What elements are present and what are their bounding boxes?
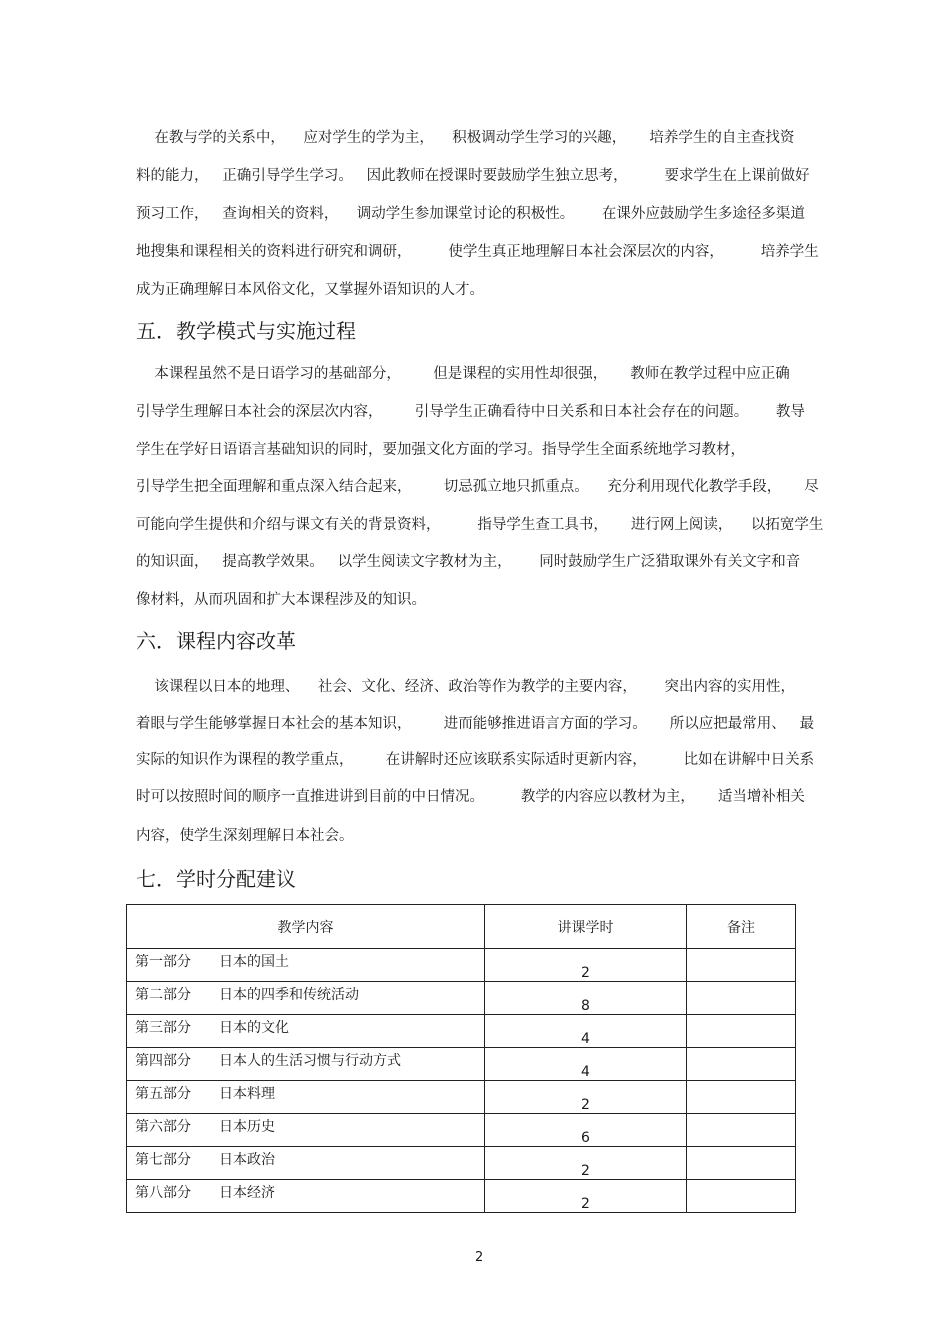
hour-allocation-table bbox=[126, 904, 796, 1213]
row-hours: 2 bbox=[581, 965, 590, 981]
row-hours: 8 bbox=[581, 998, 590, 1014]
row-hours: 6 bbox=[581, 1130, 590, 1146]
row-note bbox=[687, 949, 796, 982]
paragraph-3-line-5: 内容，使学生深刻理解日本社会。 bbox=[136, 828, 354, 844]
paragraph-2-line-6: 的知识面， 提高教学效果。 以学生阅读文字教材为主， 同时鼓励学生广泛猎取课外有关文字和音 bbox=[136, 554, 801, 570]
row-topic: 日本的国土 bbox=[219, 954, 289, 970]
row-part: 第五部分 bbox=[135, 1086, 191, 1102]
row-note bbox=[687, 1015, 796, 1048]
row-note bbox=[687, 1114, 796, 1147]
table-row bbox=[127, 1180, 796, 1213]
paragraph-2-line-5: 可能向学生提供和介绍与课文有关的背景资料， 指导学生查工具书， 进行网上阅读， 以拓宽学生 bbox=[136, 517, 824, 533]
row-note bbox=[687, 1048, 796, 1081]
paragraph-3-line-2: 着眼与学生能够掌握日本社会的基本知识， 进而能够推进语言方面的学习。 所以应把最常用、 最 bbox=[136, 716, 815, 732]
paragraph-1-line-2: 料的能力， 正确引导学生学习。 因此教师在授课时要鼓励学生独立思考， 要求学生在上课前做好 bbox=[136, 168, 810, 184]
paragraph-2-line-2: 引导学生理解日本社会的深层次内容， 引导学生正确看待中日关系和日本社会存在的问题。 教导 bbox=[136, 404, 805, 420]
paragraph-2-line-7: 像材料，从而巩固和扩大本课程涉及的知识。 bbox=[136, 592, 426, 608]
row-hours: 4 bbox=[581, 1031, 590, 1047]
paragraph-3-line-4: 时可以按照时间的顺序一直推进讲到目前的中日情况。 教学的内容应以教材为主， 适当增补相关 bbox=[136, 789, 805, 805]
paragraph-1-line-3: 预习工作， 查询相关的资料， 调动学生参加课堂讨论的积极性。 在课外应鼓励学生多途径多渠道 bbox=[136, 206, 805, 222]
row-part: 第七部分 bbox=[135, 1152, 191, 1168]
paragraph-2-line-1: 本课程虽然不是日语学习的基础部分， 但是课程的实用性却很强， 教师在教学过程中应正确 bbox=[136, 366, 790, 382]
table-header-row bbox=[127, 905, 796, 949]
row-topic: 日本经济 bbox=[219, 1185, 275, 1201]
paragraph-2-line-3: 学生在学好日语语言基础知识的同时，要加强文化方面的学习。指导学生全面系统地学习教材， bbox=[136, 442, 745, 458]
row-part: 第一部分 bbox=[135, 954, 191, 970]
paragraph-3-line-3: 实际的知识作为课程的教学重点， 在讲解时还应该联系实际适时更新内容， 比如在讲解中日关系 bbox=[136, 752, 815, 768]
row-hours: 4 bbox=[581, 1064, 590, 1080]
header-hours: 讲课学时 bbox=[485, 905, 687, 949]
row-note bbox=[687, 1081, 796, 1114]
page-number: 2 bbox=[475, 1250, 484, 1265]
header-notes: 备注 bbox=[687, 905, 796, 949]
row-hours: 2 bbox=[581, 1163, 590, 1179]
row-topic: 日本的文化 bbox=[219, 1020, 289, 1036]
table-row bbox=[127, 1114, 796, 1147]
row-topic: 日本历史 bbox=[219, 1119, 275, 1135]
row-note bbox=[687, 982, 796, 1015]
row-part: 第六部分 bbox=[135, 1119, 191, 1135]
row-hours: 2 bbox=[581, 1097, 590, 1113]
table-row bbox=[127, 949, 796, 982]
paragraph-3-line-1: 该课程以日本的地理、 社会、文化、经济、政治等作为教学的主要内容， 突出内容的实用性， bbox=[136, 679, 796, 695]
table-row bbox=[127, 1048, 796, 1081]
table-row bbox=[127, 982, 796, 1015]
row-part: 第八部分 bbox=[135, 1185, 191, 1201]
row-part: 第三部分 bbox=[135, 1020, 191, 1036]
table-row bbox=[127, 1147, 796, 1180]
row-topic: 日本政治 bbox=[219, 1152, 275, 1168]
paragraph-2-line-4: 引导学生把全面理解和重点深入结合起来， 切忌孤立地只抓重点。 充分利用现代化教学手段， 尽 bbox=[136, 479, 819, 495]
row-note bbox=[687, 1147, 796, 1180]
paragraph-1-line-4: 地搜集和课程相关的资料进行研究和调研， 使学生真正地理解日本社会深层次的内容， 培养学生 bbox=[136, 244, 819, 260]
section-heading-7: 七．学时分配建议 bbox=[136, 867, 296, 891]
row-topic: 日本料理 bbox=[219, 1086, 275, 1102]
paragraph-1-line-1: 在教与学的关系中， 应对学生的学为主， 积极调动学生学习的兴趣， 培养学生的自主查找资 bbox=[136, 130, 795, 146]
row-topic: 日本的四季和传统活动 bbox=[219, 987, 359, 1003]
row-part: 第二部分 bbox=[135, 987, 191, 1003]
row-hours: 2 bbox=[581, 1196, 590, 1212]
row-note bbox=[687, 1180, 796, 1213]
header-content: 教学内容 bbox=[127, 905, 485, 949]
section-heading-6: 六．课程内容改革 bbox=[136, 629, 296, 653]
table-row bbox=[127, 1015, 796, 1048]
paragraph-1-line-5: 成为正确理解日本风俗文化，又掌握外语知识的人才。 bbox=[136, 282, 484, 298]
section-heading-5: 五．教学模式与实施过程 bbox=[136, 319, 356, 343]
table-row bbox=[127, 1081, 796, 1114]
row-part: 第四部分 bbox=[135, 1053, 191, 1069]
row-topic: 日本人的生活习惯与行动方式 bbox=[219, 1053, 401, 1069]
